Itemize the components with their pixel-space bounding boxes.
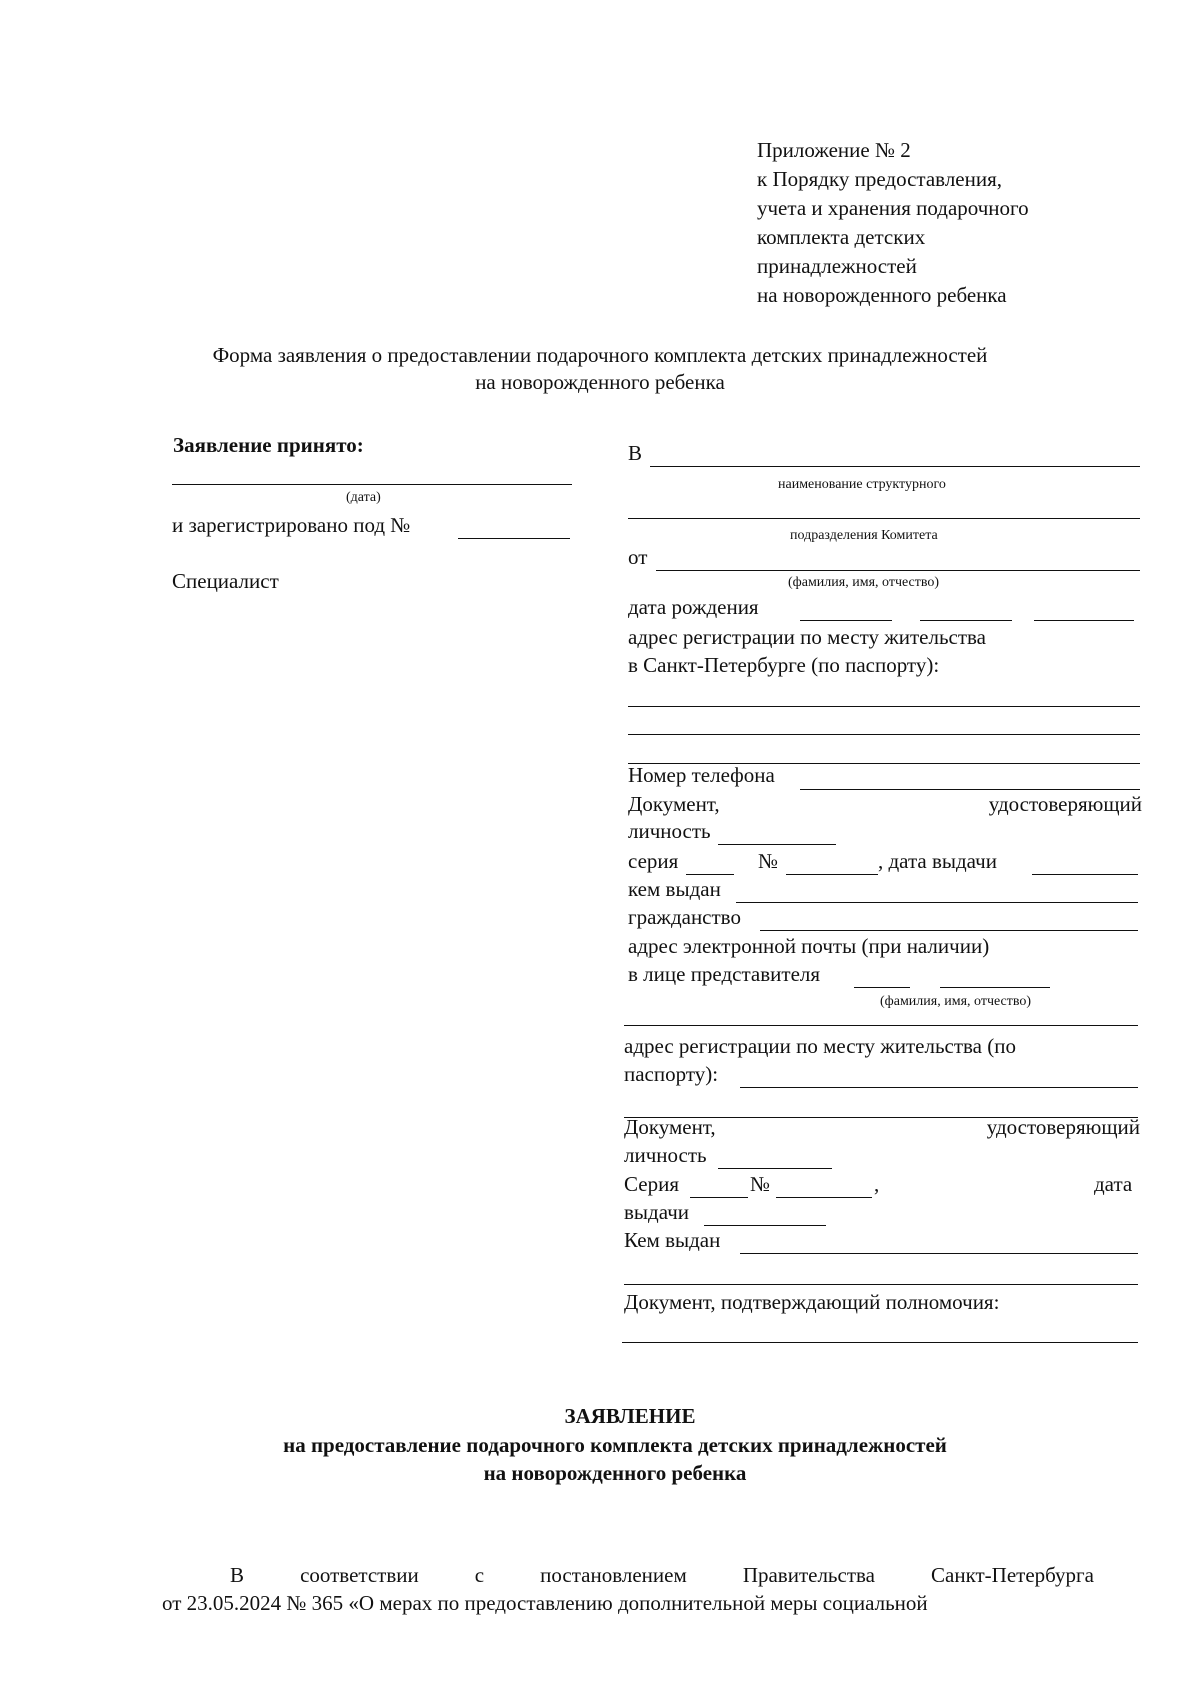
applicant-name-line[interactable] [656,570,1140,571]
rep-address-line1: адрес регистрации по месту жительства (по [624,1034,1016,1058]
rep-issued-by-line[interactable] [624,1284,1138,1285]
fio-caption: (фамилия, имя, отчество) [788,575,940,590]
rep-issue-date-line[interactable] [704,1225,826,1226]
form-title-line1: Форма заявления о предоставлении подарочного комплекта детских принадлежностей [212,343,988,367]
body-line2: от 23.05.2024 № 365 «О мерах по предоставлению дополнительной меры социальной [162,1591,928,1615]
body-word: Правительства [742,1563,875,1587]
date-caption: (дата) [346,490,381,505]
authority-doc-line[interactable] [622,1342,1138,1343]
from-prefix: от [628,545,648,569]
representative-name-line[interactable] [854,987,910,988]
issue-date-label: , дата выдачи [878,849,997,873]
rep-address-row [624,1033,1140,1060]
rep-date-word: дата [1094,1172,1133,1196]
to-prefix: В [628,441,643,465]
body-word: Санкт-Петербурга [931,1563,1094,1587]
address-field-line[interactable] [628,734,1140,735]
representative-label: в лице представителя [628,962,821,986]
identity-doc-row [628,791,1142,818]
rep-comma: , [874,1172,880,1196]
appendix-line: комплекта детских [757,225,926,249]
rep-fio-caption: (фамилия, имя, отчество) [880,994,1032,1009]
doc-word: Документ, [628,792,720,816]
number-label: № [758,849,779,873]
rep-number-label: № [750,1172,771,1196]
rep-number-line[interactable] [776,1197,872,1198]
rep-doc-row [624,1114,1140,1141]
body-word: соответствии [300,1563,419,1587]
birth-day-line[interactable] [800,620,892,621]
birth-month-line[interactable] [920,620,1012,621]
rep-issued-by-line[interactable] [740,1253,1138,1254]
authority-doc-label: Документ, подтверждающий полномочия: [624,1290,1000,1314]
birth-year-line[interactable] [1034,620,1134,621]
statement-subtitle1: на предоставление подарочного комплекта детских принадлежностей [283,1433,947,1457]
issued-by-line[interactable] [736,902,1138,903]
identity-doc-line[interactable] [718,844,836,845]
subdivision-caption: подразделения Комитета [790,528,938,543]
series-field-line[interactable] [686,874,734,875]
address-line2: в Санкт-Петербурге (по паспорту): [628,653,940,677]
identity-label: личность [628,819,711,843]
registration-number-line[interactable] [458,538,570,539]
structural-unit-line[interactable] [650,466,1140,467]
subdivision-line[interactable] [628,518,1140,519]
rep-identity-line[interactable] [718,1168,832,1169]
date-field-line[interactable] [172,484,572,485]
body-word: постановлением [540,1563,687,1587]
rep-series-label: Серия [624,1172,679,1196]
rep-issue-label: выдачи [624,1200,689,1224]
address-line1: адрес регистрации по месту жительства [628,625,986,649]
issue-date-line[interactable] [1032,874,1138,875]
email-label: адрес электронной почты (при наличии) [628,934,990,958]
address-field-line[interactable] [628,706,1140,707]
structural-caption: наименование структурного [778,477,946,492]
body-word: В [230,1563,245,1587]
statement-title: ЗАЯВЛЕНИЕ [564,1404,696,1428]
issued-by-label: кем выдан [628,877,721,901]
appendix-line: на новорожденного ребенка [757,283,1007,307]
appendix-block [757,136,1029,310]
rep-doc-word2: удостоверяющий [986,1115,1140,1139]
body-line1 [230,1562,1094,1589]
citizenship-line[interactable] [760,930,1138,931]
body-word: с [474,1563,485,1587]
accepted-label: Заявление принято: [173,433,364,457]
representative-name-line[interactable] [940,987,1050,988]
statement-subtitle2: на новорожденного ребенка [483,1461,747,1485]
specialist-label: Специалист [172,569,279,593]
birth-date-label: дата рождения [628,595,759,619]
appendix-line: принадлежностей [757,254,917,278]
series-label: серия [628,849,679,873]
citizenship-label: гражданство [628,905,741,929]
rep-identity-label: личность [624,1143,707,1167]
appendix-line: Приложение № 2 [757,138,911,162]
doc-word2: удостоверяющий [988,792,1142,816]
rep-doc-word: Документ, [624,1115,716,1139]
rep-issued-by-label: Кем выдан [624,1228,721,1252]
rep-address-line2: паспорту): [624,1062,719,1086]
appendix-line: к Порядку предоставления, [757,167,1003,191]
form-title-line2: на новорожденного ребенка [475,370,725,394]
phone-label: Номер телефона [628,763,775,787]
representative-extra-line[interactable] [624,1025,1138,1026]
appendix-line: учета и хранения подарочного [757,196,1029,220]
phone-field-line[interactable] [800,789,1140,790]
number-field-line[interactable] [786,874,878,875]
registered-label: и зарегистрировано под № [172,513,411,537]
rep-address-field-line[interactable] [740,1087,1138,1088]
rep-series-line[interactable] [690,1197,748,1198]
